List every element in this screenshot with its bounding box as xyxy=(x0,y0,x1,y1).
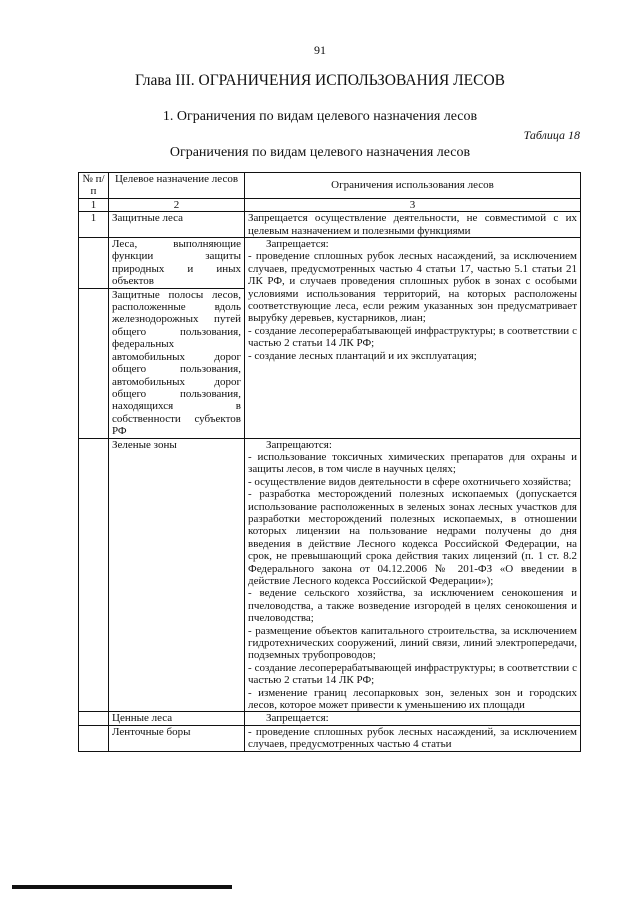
restriction-item: - разработка месторождений полезных ископаемых (допускается использование расположенных в зеленых зонах лесных участков для разработки месторождений полезных ископаемых, в отношении которых лицензии на пользование недрами получены до дня введения в действие Лесного кодекса Российской Федерации, на срок, не превышающий срока действия таких лицензий (п. 1 ст. 8.2 Федерального закона от 04.12.2006 № 201-ФЗ «О введении в действие Лесного кодекса Российской Федерации»); xyxy=(248,488,577,587)
row-purpose: Защитные леса xyxy=(109,212,245,238)
row-number-empty xyxy=(79,725,109,751)
row-number-empty xyxy=(79,238,109,289)
table-row xyxy=(79,712,581,725)
restriction-item: - создание лесоперерабатывающей инфраструктуры; в соответствии с частью 2 статьи 14 ЛК РФ; xyxy=(248,324,577,350)
col-number-2: 2 xyxy=(109,198,245,211)
row-restriction xyxy=(245,238,581,439)
row-number-empty xyxy=(79,288,109,438)
header-purpose: Целевое назначение лесов xyxy=(109,173,245,199)
table-header-row xyxy=(79,173,581,199)
footnote-divider xyxy=(12,885,232,889)
table-row xyxy=(79,438,581,712)
column-number-row xyxy=(79,198,581,211)
page-number: 91 xyxy=(314,43,326,57)
restrictions-table xyxy=(78,172,581,752)
col-number-3: 3 xyxy=(245,198,581,211)
row-restriction xyxy=(245,438,581,712)
restriction-item: - изменение границ лесопарковых зон, зеленых зон и городских лесов, которое может привести к уменьшению их площади xyxy=(248,686,577,712)
header-restrictions: Ограничения использования лесов xyxy=(245,173,581,199)
restriction-item: - создание лесоперерабатывающей инфраструктуры; в соответствии с частью 2 статьи 14 ЛК РФ; xyxy=(248,661,577,687)
restriction-item: - ведение сельского хозяйства, за исключением сенокошения и пчеловодства, а также возведение изгородей в целях сенокошения и пчеловодства; xyxy=(248,587,577,625)
restriction-intro: Запрещается: xyxy=(266,238,329,251)
restriction-intro: Запрещаются: xyxy=(266,438,332,451)
row-purpose: Леса, выполняющие функции защиты природных и иных объектов xyxy=(109,238,245,289)
table-row xyxy=(79,725,581,751)
restriction-item: - создание лесных плантаций и их эксплуатация; xyxy=(248,349,477,362)
section-title: 1. Ограничения по видам целевого назначения лесов xyxy=(162,109,478,124)
table-row xyxy=(79,212,581,238)
row-purpose: Ленточные боры xyxy=(109,725,245,751)
row-number-empty xyxy=(79,712,109,725)
row-restriction: Запрещается осуществление деятельности, не совместимой с их целевым назначением и полезными функциями xyxy=(245,212,581,238)
row-purpose: Ценные леса xyxy=(109,712,245,725)
row-restriction: - проведение сплошных рубок лесных насаждений, за исключением случаев, предусмотренных частью 4 статьи xyxy=(245,725,581,751)
row-purpose: Зеленые зоны xyxy=(109,438,245,712)
chapter-title: Глава III. ОГРАНИЧЕНИЯ ИСПОЛЬЗОВАНИЯ ЛЕСОВ xyxy=(135,72,505,89)
col-number-1: 1 xyxy=(79,198,109,211)
row-restriction: Запрещается: xyxy=(245,712,581,725)
table-row xyxy=(79,238,581,289)
restriction-item: - осуществление видов деятельности в сфере охотничьего хозяйства; xyxy=(248,475,572,488)
row-number-empty xyxy=(79,438,109,712)
table-label: Таблица 18 xyxy=(523,128,580,142)
restriction-item: - проведение сплошных рубок лесных насаждений, за исключением случаев, предусмотренных частью 4 статьи 17, частью 5.1 статьи 21 ЛК РФ, и случаев проведения сплошных рубок в зонах с особыми условиями использования территорий, на которых расположены соответствующие леса, если режим указанных зон предусматривает вырубку деревьев, кустарников, лиан; xyxy=(248,250,577,325)
row-number: 1 xyxy=(79,212,109,238)
restriction-item: - размещение объектов капитального строительства, за исключением гидротехнических сооружений, линий связи, линий электропередачи, подземных трубопроводов; xyxy=(248,624,577,662)
table-title: Ограничения по видам целевого назначения лесов xyxy=(169,145,471,160)
restriction-item: - использование токсичных химических препаратов для охраны и защиты лесов, в том числе в научных целях; xyxy=(248,450,577,476)
row-purpose: Защитные полосы лесов, расположенные вдоль железнодорожных путей общего пользования, федеральных автомобильных дорог общего пользования, автомобильных дорог общего пользования, находящихся в собственности субъектов РФ xyxy=(109,288,245,438)
header-number: № п/п xyxy=(79,173,109,199)
